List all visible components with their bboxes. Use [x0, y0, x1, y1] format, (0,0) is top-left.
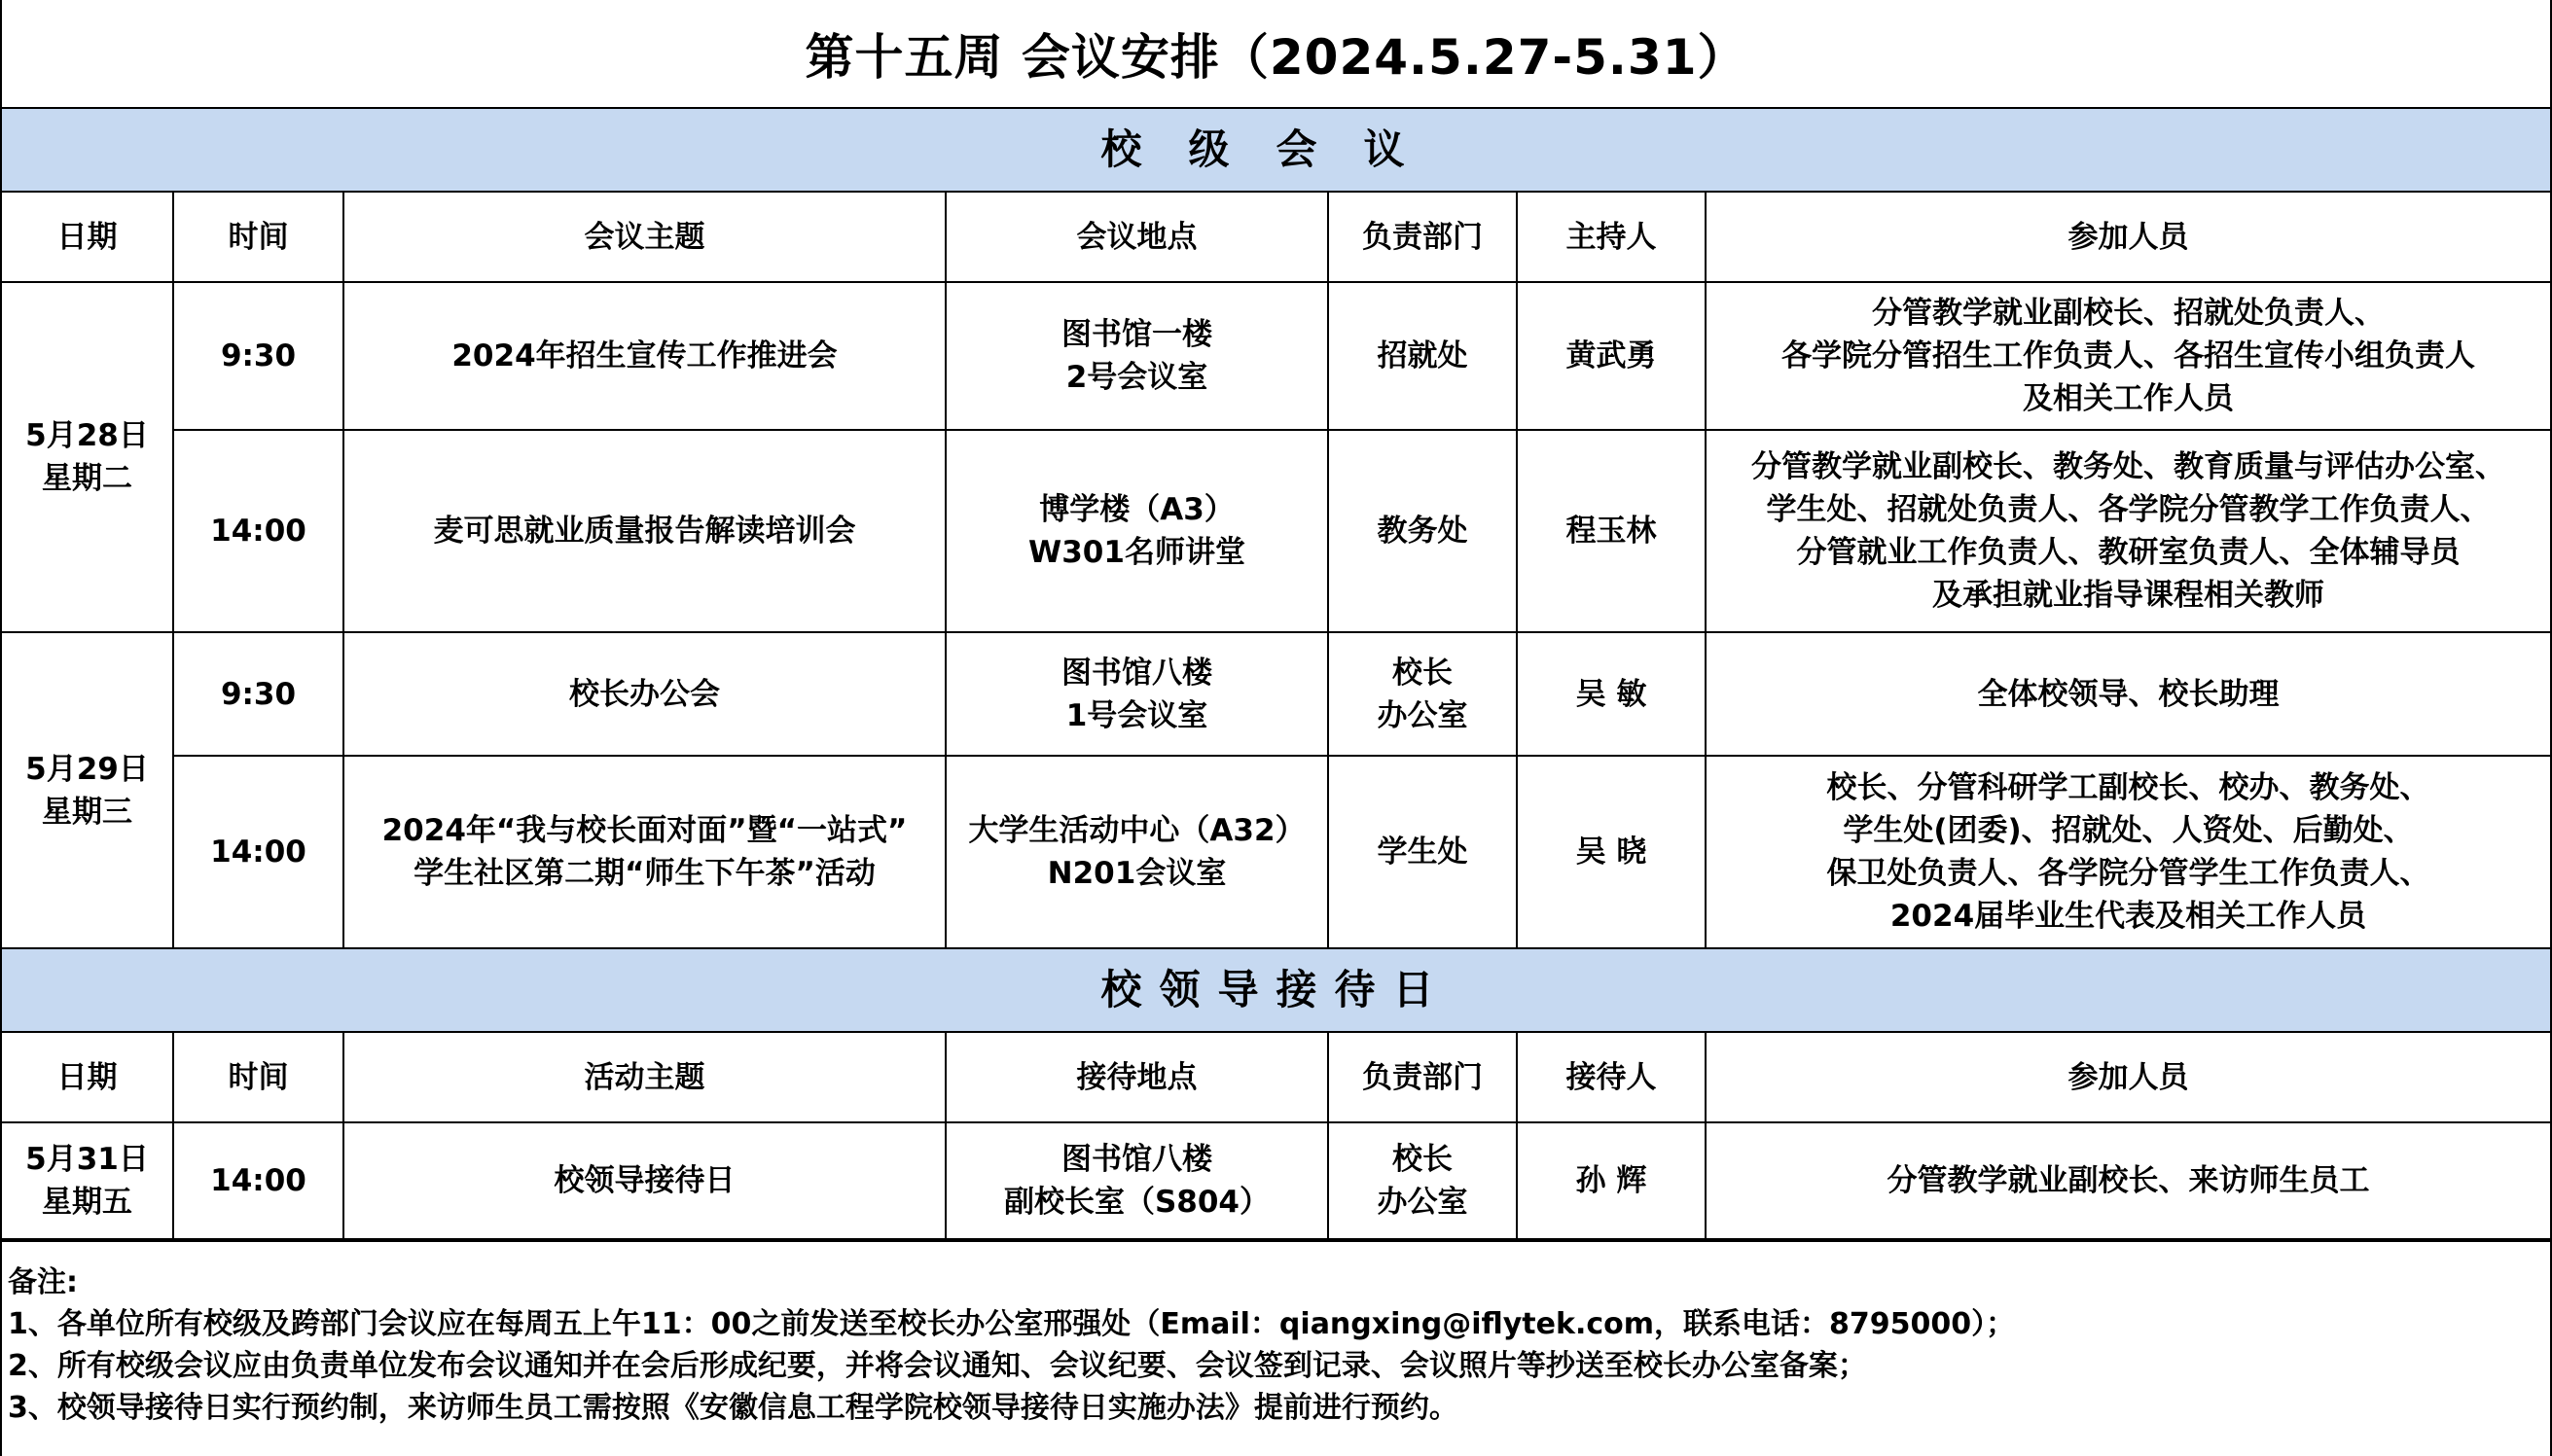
department-line: 学生处 — [1377, 835, 1468, 870]
host-cell: 黄武勇 — [1517, 282, 1706, 430]
department-line: 校长 — [1392, 655, 1453, 691]
activity-cell: 校领导接待日 — [343, 1122, 946, 1239]
date-text: 5月29日 — [25, 751, 149, 787]
location-cell — [946, 430, 1328, 632]
header-topic: 会议主题 — [343, 192, 946, 282]
location-line: N201会议室 — [1047, 856, 1227, 891]
location-line: 大学生活动中心（A32） — [968, 813, 1306, 848]
reception-header-row — [2, 1032, 2550, 1122]
weekday-text: 星期三 — [42, 794, 132, 830]
note-item: 2、所有校级会议应由负责单位发布会议通知并在会后形成纪要，并将会议通知、会议纪要、会议签到记录、会议照片等抄送至校长办公室备案； — [8, 1349, 1867, 1383]
attendees-line: 分管教学就业副校长、教务处、教育质量与评估办公室、 — [1751, 449, 2505, 484]
reception-band — [2, 948, 2550, 1032]
header-activity: 活动主题 — [343, 1032, 946, 1122]
topic-line: 麦可思就业质量报告解读培训会 — [433, 514, 856, 549]
topic-cell — [343, 756, 946, 948]
location-cell — [946, 1122, 1328, 1239]
header-location: 会议地点 — [946, 192, 1328, 282]
attendees-cell — [1706, 756, 2550, 948]
department-cell — [1328, 282, 1517, 430]
header-host: 主持人 — [1517, 192, 1706, 282]
header-date: 日期 — [2, 192, 173, 282]
weekday-text: 星期五 — [42, 1185, 132, 1220]
department-line: 教务处 — [1377, 514, 1468, 549]
table-row — [2, 430, 2550, 632]
header-receiver: 接待人 — [1517, 1032, 1706, 1122]
school-meetings-title: 校级会议 — [2, 108, 2550, 192]
attendees-line: 及相关工作人员 — [2023, 381, 2234, 416]
topic-cell — [343, 282, 946, 430]
attendees-cell — [1706, 430, 2550, 632]
location-line: 副校长室（S804） — [1003, 1185, 1271, 1220]
attendees-line: 学生处、招就处负责人、各学院分管教学工作负责人、 — [1766, 492, 2491, 527]
page-title: 第十五周 会议安排（2024.5.27-5.31） — [805, 29, 1747, 86]
header-department: 负责部门 — [1328, 192, 1517, 282]
location-line: 图书馆八楼 — [1061, 655, 1212, 691]
table-row — [2, 756, 2550, 948]
school-meetings-band — [2, 108, 2550, 192]
date-text: 5月31日 — [25, 1142, 149, 1177]
header-date: 日期 — [2, 1032, 173, 1122]
attendees-line: 全体校领导、校长助理 — [1977, 676, 2280, 712]
department-cell — [1328, 756, 1517, 948]
reception-title: 校领导接待日 — [2, 948, 2550, 1032]
time-cell: 14:00 — [173, 430, 343, 632]
table-row — [2, 1122, 2550, 1239]
time-cell: 9:30 — [173, 632, 343, 756]
department-line: 招就处 — [1377, 338, 1468, 373]
location-line: 博学楼（A3） — [1039, 492, 1235, 527]
location-cell — [946, 632, 1328, 756]
location-line: W301名师讲堂 — [1028, 535, 1245, 570]
host-cell: 吴 敏 — [1517, 632, 1706, 756]
attendees-line: 及承担就业指导课程相关教师 — [1932, 578, 2324, 613]
header-reception-location: 接待地点 — [946, 1032, 1328, 1122]
topic-line: 2024年“我与校长面对面”暨“一站式” — [381, 813, 908, 848]
date-text: 5月28日 — [25, 418, 149, 453]
table-row — [2, 632, 2550, 756]
header-attendees: 参加人员 — [1706, 192, 2550, 282]
attendees-line: 分管就业工作负责人、教研室负责人、全体辅导员 — [1796, 535, 2461, 570]
school-meetings-header-row — [2, 192, 2550, 282]
department-cell — [1328, 1122, 1517, 1239]
topic-cell — [343, 632, 946, 756]
time-cell: 14:00 — [173, 1122, 343, 1239]
note-item: 1、各单位所有校级及跨部门会议应在每周五上午11：00之前发送至校长办公室邢强处（Email：qiangxing@iflytek.com，联系电话：8795000）； — [8, 1307, 2016, 1341]
weekday-text: 星期二 — [42, 461, 132, 496]
attendees-line: 校长、分管科研学工副校长、校办、教务处、 — [1826, 770, 2430, 805]
note-item: 3、校领导接待日实行预约制，来访师生员工需按照《安徽信息工程学院校领导接待日实施办法》提前进行预约。 — [8, 1391, 1458, 1425]
receiver-cell: 孙 辉 — [1517, 1122, 1706, 1239]
date-cell — [2, 282, 173, 632]
topic-line: 2024年招生宣传工作推进会 — [451, 338, 838, 373]
department-cell — [1328, 430, 1517, 632]
header-department: 负责部门 — [1328, 1032, 1517, 1122]
department-line: 办公室 — [1377, 697, 1468, 733]
attendees-line: 保卫处负责人、各学院分管学生工作负责人、 — [1826, 856, 2430, 891]
table-row — [2, 282, 2550, 430]
location-cell — [946, 282, 1328, 430]
time-cell: 9:30 — [173, 282, 343, 430]
location-line: 图书馆一楼 — [1061, 317, 1212, 352]
header-attendees: 参加人员 — [1706, 1032, 2550, 1122]
header-time: 时间 — [173, 1032, 343, 1122]
department-line: 校长 — [1392, 1142, 1453, 1177]
attendees-line: 学生处(团委)、招就处、人资处、后勤处、 — [1843, 813, 2414, 848]
time-cell: 14:00 — [173, 756, 343, 948]
department-line: 办公室 — [1377, 1185, 1468, 1220]
attendees-cell — [1706, 282, 2550, 430]
meeting-table — [2, 107, 2550, 1240]
date-cell — [2, 632, 173, 948]
attendees-cell: 分管教学就业副校长、来访师生员工 — [1706, 1122, 2550, 1239]
location-line: 图书馆八楼 — [1061, 1142, 1212, 1177]
header-time: 时间 — [173, 192, 343, 282]
host-cell: 程玉林 — [1517, 430, 1706, 632]
attendees-line: 分管教学就业副校长、招就处负责人、 — [1872, 296, 2385, 331]
topic-line: 学生社区第二期“师生下午茶”活动 — [413, 856, 876, 891]
date-cell — [2, 1122, 173, 1239]
host-cell: 吴 晓 — [1517, 756, 1706, 948]
attendees-line: 2024届毕业生代表及相关工作人员 — [1889, 899, 2367, 934]
topic-line: 校长办公会 — [569, 676, 720, 712]
topic-cell — [343, 430, 946, 632]
notes-heading: 备注: — [8, 1265, 78, 1299]
notes-section — [2, 1240, 2550, 1429]
location-line: 1号会议室 — [1065, 697, 1208, 733]
attendees-line: 各学院分管招生工作负责人、各招生宣传小组负责人 — [1781, 338, 2475, 373]
location-cell — [946, 756, 1328, 948]
department-cell — [1328, 632, 1517, 756]
attendees-cell — [1706, 632, 2550, 756]
location-line: 2号会议室 — [1065, 360, 1208, 395]
